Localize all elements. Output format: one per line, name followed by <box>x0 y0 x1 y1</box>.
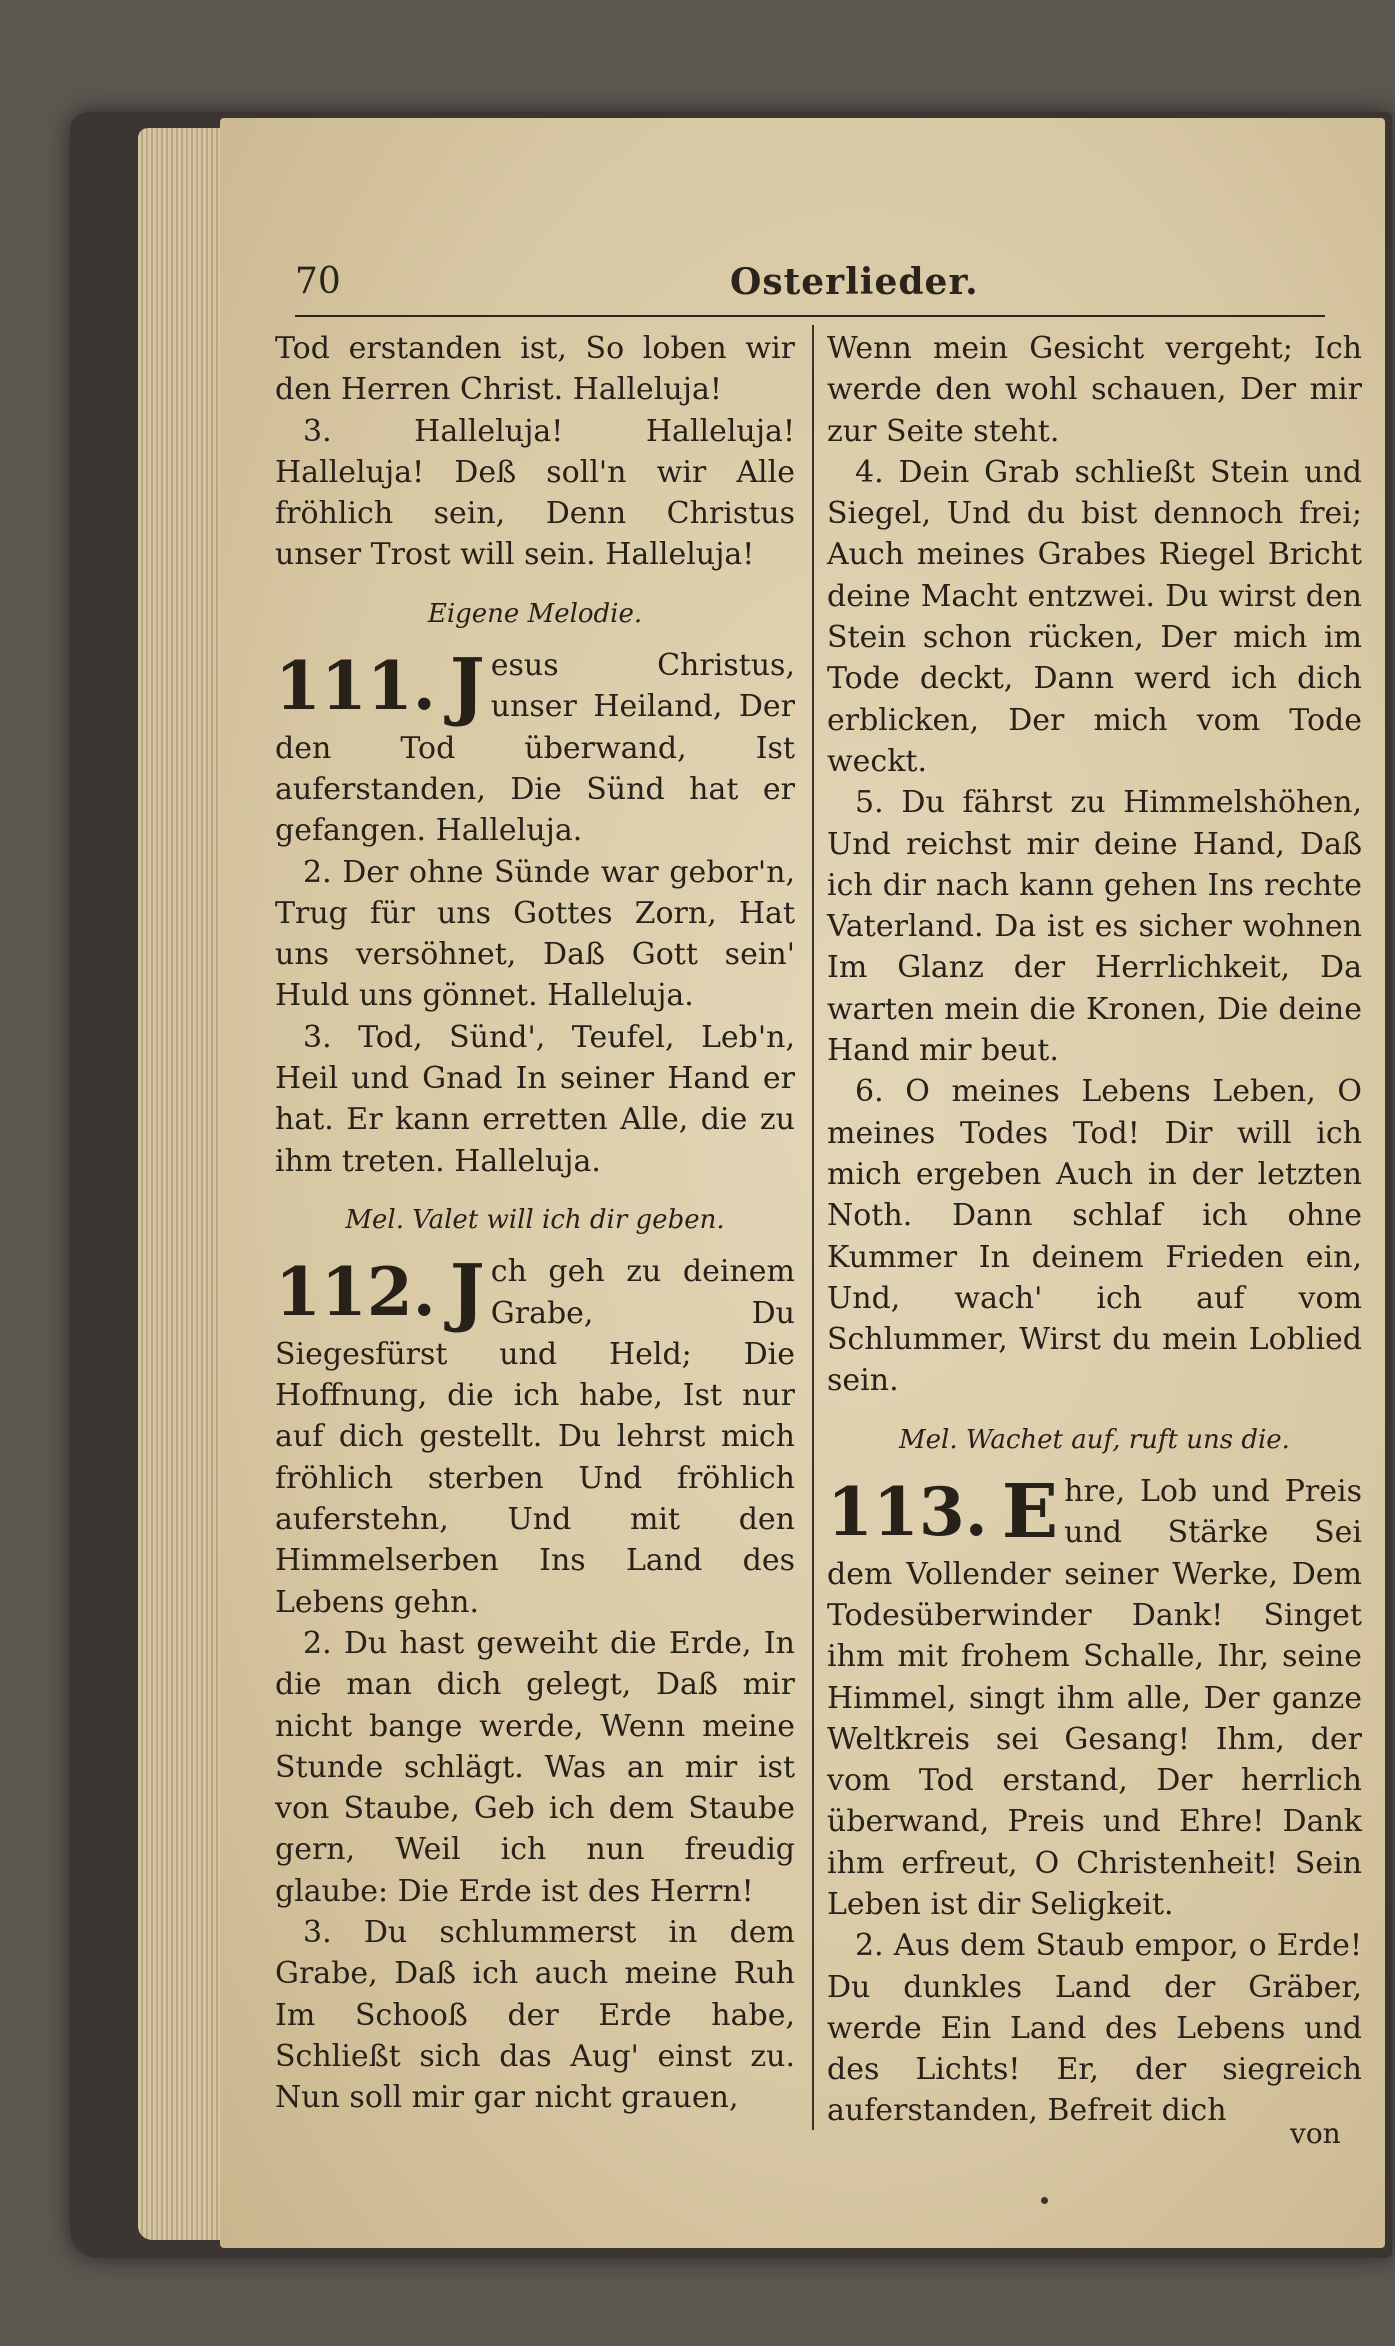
catchword: von <box>1290 2117 1341 2150</box>
hymn-111 <box>275 645 795 851</box>
hymn-111-verse-2: 2. Der ohne Sünde war gebor'n, Trug für uns Gottes Zorn, Hat uns versöhnet, Daß Gott sein' Huld uns gönnet. Halleluja. <box>275 854 795 1014</box>
hymn-112 <box>275 1251 795 1623</box>
running-head <box>295 255 1325 317</box>
hymn-111-verse-3: 3. Tod, Sünd', Teufel, Leb'n, Heil und Gnad In seiner Hand er hat. Er kann erretten Alle, die zu ihm treten. Halleluja. <box>275 1019 795 1179</box>
hymn-113-number: 113. <box>827 1473 988 1552</box>
section-title: Osterlieder. <box>730 261 979 303</box>
hymn-110-verse-3: 3. Halleluja! Halleluja! Halleluja! Deß soll'n wir Alle fröhlich sein, Denn Christus unser Trost will sein. Halleluja! <box>275 413 795 573</box>
hymn-113 <box>827 1471 1362 1925</box>
hymn-113-dropcap: E <box>1001 1469 1059 1556</box>
hymn-113-verse-2: 2. Aus dem Staub empor, o Erde! Du dunkles Land der Gräber, werde Ein Land des Lebens und des Lichts! Er, der siegreich auferstanden, Befreit dich <box>827 1928 1362 2129</box>
hymn-113-melody: Mel. Wachet auf, ruft uns die. <box>899 1424 1290 1455</box>
hymn-112-number: 112. <box>275 1253 436 1332</box>
hymn-112-verse-2: 2. Du hast geweiht die Erde, In die man dich gelegt, Daß mir nicht bange werde, Wenn meine Stunde schlägt. Was an mir ist von Staube, Geb ich dem Staube gern, Weil ich nun freudig glaube: Die Erde ist des Herrn! <box>275 1625 795 1909</box>
hymn-111-melody: Eigene Melodie. <box>427 598 643 629</box>
hymn-112-verse-5: 5. Du fährst zu Himmelshöhen, Und reichst mir deine Hand, Daß ich dir nach kann gehen Ins rechte Vaterland. Da ist es sicher wohnen Im Glanz der Herrlichkeit, Da warten mein die Kronen, Die deine Hand mir beut. <box>827 785 1362 1069</box>
hymn-112-verse-4: 4. Dein Grab schließt Stein und Siegel, Und du bist dennoch frei; Auch meines Grabes Riegel Bricht deine Macht entzwei. Du wirst den Stein schon rücken, Der mich im Tode deckt, Dann werd ich dich erblicken, Der mich vom Tode weckt. <box>827 454 1362 779</box>
hymn-112-verse-3: 3. Du schlummerst in dem Grabe, Daß ich auch meine Ruh Im Schooß der Erde habe, Schließt sich das Aug' einst zu. Nun soll mir gar nicht grauen, <box>275 1914 795 2116</box>
hymn-112-verse-1: ch geh zu deinem Grabe, Du Siegesfürst und Held; Die Hoffnung, die ich habe, Ist nur auf dich gestellt. Du lehrst mich fröhlich sterben Und fröhlich auferstehn, Und mit den Himmelserben Ins Land des Lebens gehn. <box>275 1254 795 1620</box>
hymn-112-dropcap: J <box>449 1249 485 1336</box>
left-column <box>275 328 795 2118</box>
hymn-112-verse-6: 6. O meines Lebens Leben, O meines Todes Tod! Dir will ich mich ergeben Auch in der letzten Noth. Dann schlaf ich ohne Kummer In deinem Frieden ein, Und, wach' ich auf vom Schlummer, Wirst du mein Loblied sein. <box>827 1074 1362 1399</box>
hymn-112-melody: Mel. Valet will ich dir geben. <box>345 1204 725 1235</box>
right-column <box>827 328 1362 2132</box>
hymn-113-verse-1: hre, Lob und Preis und Stärke Sei dem Vollender seiner Werke, Dem Todesüberwinder Dank! Singet ihm mit frohem Schalle, Ihr, seine Himmel, singt ihm alle, Der ganze Weltkreis sei Gesang! Ihm, der vom Tod erstand, Der herrlich überwand, Preis und Ehre! Dank ihm erfreut, O Christenheit! Sein Leben ist dir Seligkeit. <box>827 1474 1362 1922</box>
hymn-112-verse-3-continued: Wenn mein Gesicht vergeht; Ich werde den wohl schauen, Der mir zur Seite steht. <box>827 331 1362 449</box>
hymn-111-verse-1: esus Christus, unser Heiland, Der den Tod überwand, Ist auferstanden, Die Sünd hat er gefangen. Halleluja. <box>275 648 795 849</box>
hymn-110-ending: Tod erstanden ist, So loben wir den Herren Christ. Halleluja! <box>275 331 795 408</box>
column-divider <box>812 325 814 2130</box>
hymn-111-number: 111. <box>275 647 436 726</box>
hymn-111-dropcap: J <box>449 643 485 730</box>
page-mark <box>1041 2197 1048 2204</box>
page-number: 70 <box>295 261 341 302</box>
